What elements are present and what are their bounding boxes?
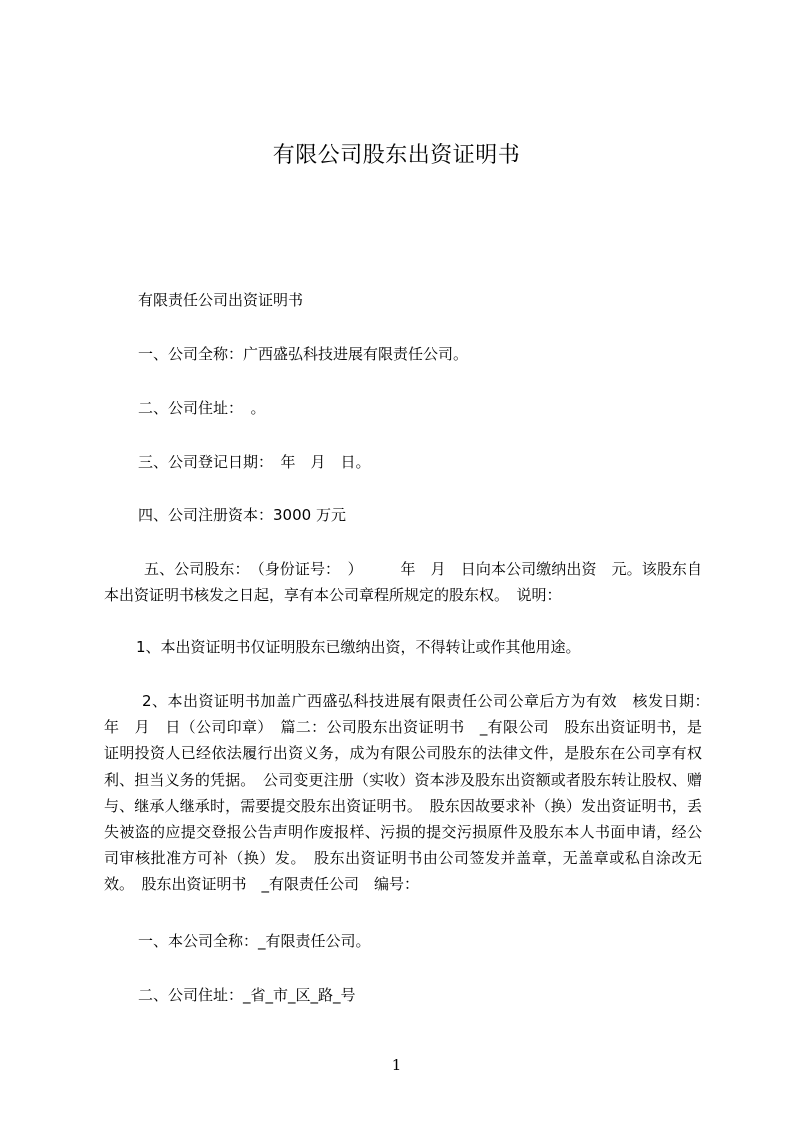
clause-shareholder: 五、公司股东： （身份证号： ） 年 月 日向本公司缴纳出资 元。该股东自本出资证明书核发之日起，享有本公司章程所规定的股东权。 说明： <box>104 560 702 605</box>
clause-b-company-name: 一、本公司全称：_有限责任公司。 <box>138 932 371 950</box>
clause-company-address: 二、公司住址： 。 <box>138 399 266 417</box>
clause-company-name: 一、公司全称：广西盛弘科技进展有限责任公司。 <box>138 345 469 363</box>
clause-b-company-address: 二、公司住址：_省_市_区_路_号 <box>138 986 356 1004</box>
note-2-body: 2、本出资证明书加盖广西盛弘科技进展有限责任公司公章后方为有效 核发日期： 年 月 日（公司印章） 篇二：公司股东出资证明书 _有限公司 股东出资证明书，是证明投资人已经依法履行出资义务，成为有限公司股东的法律文件，是股东在公司享有权利、担当义务的凭据。 公司变更注册（实收）资本涉及股东出资额或者股东转让股权、赠与、继承人继承时，需要提交股东出资证明书。 股东因故要求补（换）发出资证明书，丢失被盗的应提交登报公告声明作废报样、污损的提交污损原件及股东本人书面申请，经公司审核批准方可补（换）发。 股东出资证明书由公司签发并盖章，无盖章或私自涂改无效。 股东出资证明书 _有限责任公司 编号： <box>104 692 718 894</box>
document-subtitle: 有限责任公司出资证明书 <box>138 291 304 309</box>
clause-registered-capital: 四、公司注册资本：3000 万元 <box>138 506 346 524</box>
page-number: 1 <box>391 1056 402 1074</box>
clause-registration-date: 三、公司登记日期： 年 月 日。 <box>138 453 371 471</box>
page-title: 有限公司股东出资证明书 <box>272 143 521 168</box>
note-1: 1、本出资证明书仅证明股东已缴纳出资，不得转让或作其他用途。 <box>136 638 581 656</box>
